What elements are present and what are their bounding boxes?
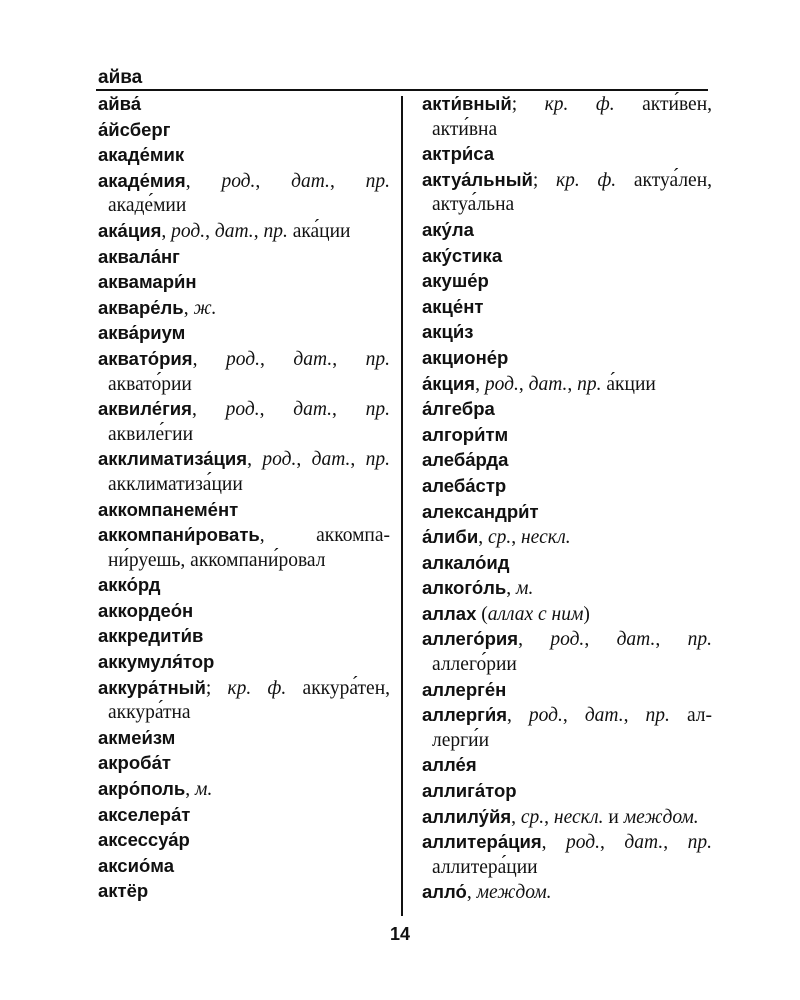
- grammar-label: род.: [221, 170, 256, 192]
- dictionary-entry: [422, 372, 712, 398]
- entry-text: ,: [478, 527, 488, 549]
- dictionary-entry: [422, 703, 712, 753]
- column-divider: [401, 96, 403, 916]
- grammar-label: дат.: [293, 399, 333, 421]
- dictionary-entry: [98, 879, 390, 905]
- entry-text: ;: [511, 94, 545, 115]
- grammar-label: дат.: [528, 373, 568, 395]
- entry-headword: алкого́ль: [422, 577, 507, 599]
- entry-text: ,: [332, 399, 366, 421]
- entry-headword: акро́поль: [98, 778, 186, 800]
- entry-headword: а́йсберг: [98, 118, 171, 140]
- dictionary-entry: [422, 448, 712, 474]
- dictionary-entry: [98, 447, 390, 497]
- entry-text: ,: [511, 806, 521, 828]
- dictionary-entry: [98, 169, 390, 219]
- entry-text: ,: [247, 449, 263, 471]
- dictionary-entry: [98, 296, 390, 322]
- entry-text: ,: [562, 705, 585, 727]
- grammar-label: нескл.: [521, 527, 571, 549]
- grammar-label: пр.: [263, 220, 288, 242]
- grammar-label: ср.: [520, 806, 545, 828]
- grammar-label: дат.: [291, 170, 330, 192]
- entry-text: ,: [518, 629, 551, 651]
- dictionary-entry: [98, 777, 390, 803]
- dictionary-entry: [422, 244, 712, 270]
- entry-headword: аккредити́в: [98, 625, 204, 647]
- entry-headword: аллига́тор: [422, 780, 517, 802]
- entry-text: ,: [518, 373, 529, 395]
- entry-text: аллерги́и: [432, 705, 712, 751]
- entry-headword: аккомпанеме́нт: [98, 498, 239, 520]
- grammar-label: нескл.: [553, 806, 604, 828]
- entry-headword: айва́: [98, 93, 142, 114]
- dictionary-entry: [422, 779, 712, 805]
- grammar-label: пр.: [687, 832, 712, 854]
- grammar-label: пр.: [365, 399, 391, 421]
- entry-headword: ака́ция: [98, 219, 162, 241]
- entry-headword: акваре́ль: [98, 296, 184, 318]
- entry-headword: аквала́нг: [98, 245, 180, 267]
- entry-headword: алле́я: [422, 754, 477, 776]
- dictionary-entry: [422, 474, 712, 500]
- dictionary-entry: [98, 828, 390, 854]
- entry-text: аллего́рии: [432, 654, 517, 676]
- entry-text: ;: [205, 677, 228, 699]
- entry-text: ,: [332, 348, 366, 370]
- entry-headword: алеба́стр: [422, 474, 507, 496]
- entry-headword: актуа́льный: [422, 168, 533, 190]
- dictionary-entry: [422, 142, 712, 168]
- grammar-label: междом.: [623, 806, 699, 828]
- entry-headword: аккомпани́ровать: [98, 524, 260, 546]
- entry-text: ,: [253, 220, 264, 242]
- entry-headword: аллах: [422, 602, 477, 624]
- grammar-label: дат.: [624, 832, 664, 854]
- running-head: айва: [98, 67, 143, 88]
- dictionary-entry: [98, 397, 390, 447]
- dictionary-entry: [98, 219, 390, 245]
- dictionary-entry: [98, 347, 390, 397]
- entry-headword: актёр: [98, 880, 149, 902]
- entry-text: ,: [192, 348, 226, 370]
- grammar-label: род.: [484, 373, 519, 395]
- dictionary-entry: [98, 321, 390, 347]
- entry-text: ,: [350, 449, 366, 471]
- dictionary-entry: [98, 751, 390, 777]
- entry-headword: аллилу́йя: [422, 805, 512, 827]
- dictionary-entry: [422, 295, 712, 321]
- grammar-label: дат.: [214, 220, 254, 242]
- entry-headword: акаде́мия: [98, 169, 186, 191]
- grammar-label: кр. ф.: [544, 94, 615, 115]
- grammar-label: дат.: [293, 348, 333, 370]
- dictionary-entry: [98, 143, 390, 169]
- grammar-label: дат.: [616, 629, 656, 651]
- dictionary-entry: [98, 498, 390, 524]
- entry-text: ,: [191, 399, 226, 421]
- entry-headword: а́либи: [422, 526, 479, 548]
- dictionary-entry: [422, 525, 712, 551]
- grammar-label: дат.: [311, 449, 351, 471]
- entry-text: ,: [541, 832, 567, 854]
- grammar-label: ср.: [487, 527, 512, 549]
- dictionary-entry: [422, 576, 712, 602]
- entry-headword: аксессуа́р: [98, 829, 190, 851]
- entry-text: акаде́мии: [108, 195, 187, 217]
- dictionary-entry: [98, 573, 390, 599]
- dictionary-entry: [422, 500, 712, 526]
- grammar-label: род.: [171, 220, 206, 242]
- entry-text: ,: [584, 629, 617, 651]
- entry-text: , аккомпани́руешь, аккомпани́ровал: [108, 525, 390, 571]
- dictionary-entry: [422, 805, 712, 831]
- grammar-label: ж.: [193, 297, 217, 319]
- entry-headword: аквамари́н: [98, 271, 197, 293]
- entry-text: ,: [600, 832, 625, 854]
- dictionary-entry: [422, 830, 712, 880]
- dictionary-entry: [98, 650, 390, 676]
- entry-text: (: [476, 603, 488, 625]
- dictionary-entry: [98, 118, 390, 144]
- grammar-label: пр.: [687, 629, 712, 651]
- entry-text: а́кции: [601, 373, 656, 395]
- dictionary-entry: [422, 168, 712, 218]
- grammar-label: пр.: [365, 348, 390, 370]
- entry-headword: акци́з: [422, 321, 474, 343]
- entry-text: и: [603, 806, 624, 828]
- dictionary-entry: [98, 854, 390, 880]
- entry-text: ,: [185, 779, 196, 801]
- header-rule: [96, 89, 708, 91]
- dictionary-entry: [98, 803, 390, 829]
- grammar-label: род.: [528, 705, 563, 727]
- grammar-label: кр. ф.: [227, 677, 287, 699]
- grammar-label: род.: [566, 832, 601, 854]
- dictionary-entry: [422, 551, 712, 577]
- dictionary-entry: [422, 218, 712, 244]
- entry-headword: акроба́т: [98, 752, 171, 774]
- entry-headword: а́лгебра: [422, 398, 495, 420]
- grammar-label: м.: [516, 578, 534, 600]
- dictionary-entry: [422, 397, 712, 423]
- entry-text: ,: [663, 832, 688, 854]
- entry-text: ,: [185, 170, 222, 192]
- entry-headword: аллего́рия: [422, 628, 519, 650]
- dictionary-entry: [98, 624, 390, 650]
- dictionary-entry: [422, 602, 712, 628]
- page-number: 14: [389, 924, 411, 944]
- grammar-label: пр.: [577, 373, 602, 395]
- dictionary-entry: [98, 599, 390, 625]
- entry-headword: алгори́тм: [422, 423, 509, 445]
- entry-text: ,: [506, 578, 516, 600]
- entry-headword: аллерги́я: [422, 704, 508, 726]
- entry-text: ,: [259, 348, 294, 370]
- entry-text: ;: [532, 169, 556, 191]
- entry-text: ,: [475, 373, 485, 395]
- dictionary-entry: [98, 726, 390, 752]
- dictionary-entry: [98, 245, 390, 271]
- left-column: [98, 92, 390, 905]
- dictionary-entry: [422, 92, 712, 142]
- entry-headword: акти́вный: [422, 93, 512, 114]
- entry-headword: алкало́ид: [422, 551, 510, 573]
- entry-headword: аллерге́н: [422, 678, 507, 700]
- entry-text: ,: [623, 705, 646, 727]
- entry-text: ,: [296, 449, 312, 471]
- entry-text: ,: [544, 806, 554, 828]
- entry-text: ,: [205, 220, 215, 242]
- dictionary-entry: [422, 627, 712, 677]
- entry-headword: аккура́тный: [98, 676, 206, 698]
- entry-text: ,: [255, 170, 292, 192]
- dictionary-entry: [422, 346, 712, 372]
- dictionary-entry: [422, 269, 712, 295]
- entry-text: акклиматиза́ции: [108, 473, 243, 495]
- entry-text: актуа́лен, актуа́льна: [432, 169, 713, 216]
- grammar-label: дат.: [584, 705, 624, 727]
- entry-text: акти́вен, акти́вна: [432, 94, 713, 140]
- grammar-label: м.: [195, 779, 213, 801]
- entry-headword: акмеи́зм: [98, 726, 176, 748]
- right-column: [422, 92, 712, 906]
- dictionary-entry: [98, 270, 390, 296]
- entry-headword: аквато́рия: [98, 347, 193, 369]
- entry-headword: аккордео́н: [98, 599, 194, 621]
- entry-text: ака́ции: [287, 220, 351, 242]
- entry-headword: аллитера́ция: [422, 831, 542, 853]
- entry-headword: аку́стика: [422, 244, 503, 266]
- entry-headword: акционе́р: [422, 346, 509, 368]
- grammar-label: пр.: [645, 705, 670, 727]
- dictionary-entry: [422, 880, 712, 906]
- entry-text: ,: [511, 527, 521, 549]
- dictionary-entry: [98, 676, 390, 726]
- grammar-label: род.: [225, 348, 260, 370]
- grammar-label: аллах с ним: [487, 603, 584, 625]
- entry-text: ,: [567, 373, 578, 395]
- grammar-label: род.: [225, 399, 260, 421]
- grammar-label: пр.: [365, 170, 391, 192]
- entry-text: ): [583, 603, 590, 625]
- entry-text: ,: [655, 629, 688, 651]
- entry-text: ,: [329, 170, 366, 192]
- entry-headword: алло́: [422, 881, 467, 903]
- entry-text: аккура́тен, аккура́тна: [108, 677, 391, 724]
- dictionary-entry: [98, 92, 390, 118]
- entry-headword: акклиматиза́ция: [98, 448, 248, 470]
- entry-text: ,: [507, 705, 529, 727]
- grammar-label: род.: [262, 449, 297, 471]
- entry-headword: актри́са: [422, 143, 495, 165]
- entry-headword: аксио́ма: [98, 854, 174, 876]
- entry-text: аквиле́гии: [108, 423, 194, 445]
- entry-text: ,: [259, 399, 294, 421]
- entry-headword: алеба́рда: [422, 449, 509, 471]
- entry-headword: аквиле́гия: [98, 398, 192, 420]
- entry-text: ,: [161, 220, 172, 242]
- entry-headword: а́кция: [422, 372, 476, 394]
- entry-headword: акуше́р: [422, 270, 489, 292]
- grammar-label: пр.: [365, 449, 391, 471]
- grammar-label: кр. ф.: [556, 169, 617, 191]
- dictionary-entry: [422, 753, 712, 779]
- entry-headword: акце́нт: [422, 295, 484, 317]
- dictionary-entry: [422, 678, 712, 704]
- entry-headword: аккумуля́тор: [98, 651, 215, 673]
- entry-headword: александри́т: [422, 500, 539, 522]
- entry-headword: аква́риум: [98, 322, 186, 344]
- entry-text: ,: [466, 882, 477, 904]
- entry-text: аквато́рии: [108, 373, 192, 395]
- grammar-label: междом.: [476, 882, 552, 904]
- entry-headword: акко́рд: [98, 574, 161, 596]
- entry-text: аллитера́ции: [432, 856, 538, 878]
- entry-headword: акселера́т: [98, 803, 191, 825]
- entry-text: ,: [183, 297, 194, 319]
- entry-headword: аку́ла: [422, 218, 474, 240]
- dictionary-entry: [422, 320, 712, 346]
- dictionary-entry: [98, 523, 390, 573]
- entry-headword: акаде́мик: [98, 144, 185, 166]
- dictionary-entry: [422, 423, 712, 449]
- grammar-label: род.: [550, 629, 585, 651]
